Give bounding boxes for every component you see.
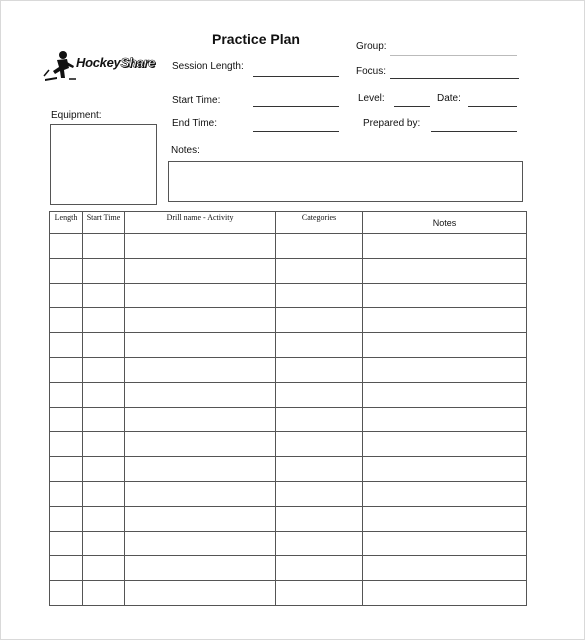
table-row [50,308,527,333]
categories-cell[interactable] [276,432,363,457]
categories-cell[interactable] [276,234,363,259]
start-time-cell[interactable] [83,457,125,482]
table-row [50,506,527,531]
length-cell[interactable] [50,333,83,358]
header-notes: Notes [363,212,527,234]
start-time-cell[interactable] [83,308,125,333]
table-row [50,283,527,308]
table-row [50,481,527,506]
categories-cell[interactable] [276,556,363,581]
logo-text-hockey: Hockey [76,55,121,70]
header-drill-name: Drill name - Activity [125,212,276,234]
start-time-cell[interactable] [83,581,125,606]
length-cell[interactable] [50,234,83,259]
start-time-cell[interactable] [83,357,125,382]
header-length: Length [50,212,83,234]
notes-cell[interactable] [363,506,527,531]
drill-name-cell[interactable] [125,283,276,308]
drill-name-cell[interactable] [125,357,276,382]
notes-cell[interactable] [363,308,527,333]
hockey-player-icon [43,50,77,82]
drill-name-cell[interactable] [125,382,276,407]
level-label: Level: [358,93,385,104]
length-cell[interactable] [50,506,83,531]
start-time-cell[interactable] [83,382,125,407]
prepared-by-label: Prepared by: [363,118,421,129]
drill-name-cell[interactable] [125,234,276,259]
hockeyshare-logo [43,50,167,82]
focus-field[interactable] [390,78,519,79]
page-title: Practice Plan [212,31,300,47]
notes-cell[interactable] [363,283,527,308]
length-cell[interactable] [50,258,83,283]
end-time-field[interactable] [253,131,339,132]
focus-label: Focus: [356,66,387,77]
categories-cell[interactable] [276,581,363,606]
drill-name-cell[interactable] [125,581,276,606]
group-field[interactable] [390,55,517,56]
table-row [50,234,527,259]
logo-text-share: Share [120,55,156,70]
notes-box[interactable] [168,161,523,202]
table-row [50,457,527,482]
notes-cell[interactable] [363,407,527,432]
length-cell[interactable] [50,556,83,581]
start-time-cell[interactable] [83,481,125,506]
start-time-cell[interactable] [83,506,125,531]
drill-name-cell[interactable] [125,308,276,333]
drill-name-cell[interactable] [125,333,276,358]
length-cell[interactable] [50,457,83,482]
drill-name-cell[interactable] [125,407,276,432]
table-row [50,333,527,358]
table-row [50,556,527,581]
drill-name-cell[interactable] [125,432,276,457]
table-row [50,357,527,382]
categories-cell[interactable] [276,357,363,382]
start-time-cell[interactable] [83,258,125,283]
group-label: Group: [356,41,387,52]
notes-cell[interactable] [363,481,527,506]
level-field[interactable] [394,106,430,107]
categories-cell[interactable] [276,258,363,283]
drill-name-cell[interactable] [125,258,276,283]
notes-label: Notes: [171,145,200,156]
start-time-cell[interactable] [83,556,125,581]
start-time-cell[interactable] [83,333,125,358]
start-time-field[interactable] [253,106,339,107]
table-row [50,581,527,606]
equipment-label: Equipment: [51,110,102,121]
categories-cell[interactable] [276,506,363,531]
length-cell[interactable] [50,357,83,382]
notes-cell[interactable] [363,382,527,407]
notes-cell[interactable] [363,531,527,556]
notes-cell[interactable] [363,333,527,358]
drill-name-cell[interactable] [125,457,276,482]
table-body [50,234,527,606]
table-row [50,382,527,407]
length-cell[interactable] [50,382,83,407]
length-cell[interactable] [50,308,83,333]
table-row [50,407,527,432]
drill-name-cell[interactable] [125,506,276,531]
categories-cell[interactable] [276,407,363,432]
date-label: Date: [437,93,461,104]
notes-cell[interactable] [363,457,527,482]
categories-cell[interactable] [276,283,363,308]
categories-cell[interactable] [276,382,363,407]
notes-cell[interactable] [363,581,527,606]
length-cell[interactable] [50,581,83,606]
start-time-cell[interactable] [83,432,125,457]
notes-cell[interactable] [363,432,527,457]
date-field[interactable] [468,106,517,107]
categories-cell[interactable] [276,481,363,506]
table-row [50,531,527,556]
length-cell[interactable] [50,531,83,556]
notes-cell[interactable] [363,234,527,259]
header-categories: Categories [276,212,363,234]
length-cell[interactable] [50,481,83,506]
table-row [50,258,527,283]
drill-name-cell[interactable] [125,481,276,506]
drill-name-cell[interactable] [125,556,276,581]
categories-cell[interactable] [276,333,363,358]
prepared-by-field[interactable] [431,131,517,132]
practice-plan-table [49,211,527,606]
start-time-cell[interactable] [83,234,125,259]
header-start-time: Start Time [83,212,125,234]
end-time-label: End Time: [172,118,218,129]
drill-name-cell[interactable] [125,531,276,556]
start-time-label: Start Time: [172,95,221,106]
categories-cell[interactable] [276,457,363,482]
notes-cell[interactable] [363,357,527,382]
categories-cell[interactable] [276,308,363,333]
table-row [50,432,527,457]
length-cell[interactable] [50,407,83,432]
session-length-label: Session Length: [172,61,244,72]
equipment-box[interactable] [50,124,157,205]
notes-cell[interactable] [363,556,527,581]
table-header-row [50,212,527,234]
notes-cell[interactable] [363,258,527,283]
start-time-cell[interactable] [83,283,125,308]
length-cell[interactable] [50,283,83,308]
length-cell[interactable] [50,432,83,457]
categories-cell[interactable] [276,531,363,556]
start-time-cell[interactable] [83,407,125,432]
session-length-field[interactable] [253,76,339,77]
start-time-cell[interactable] [83,531,125,556]
